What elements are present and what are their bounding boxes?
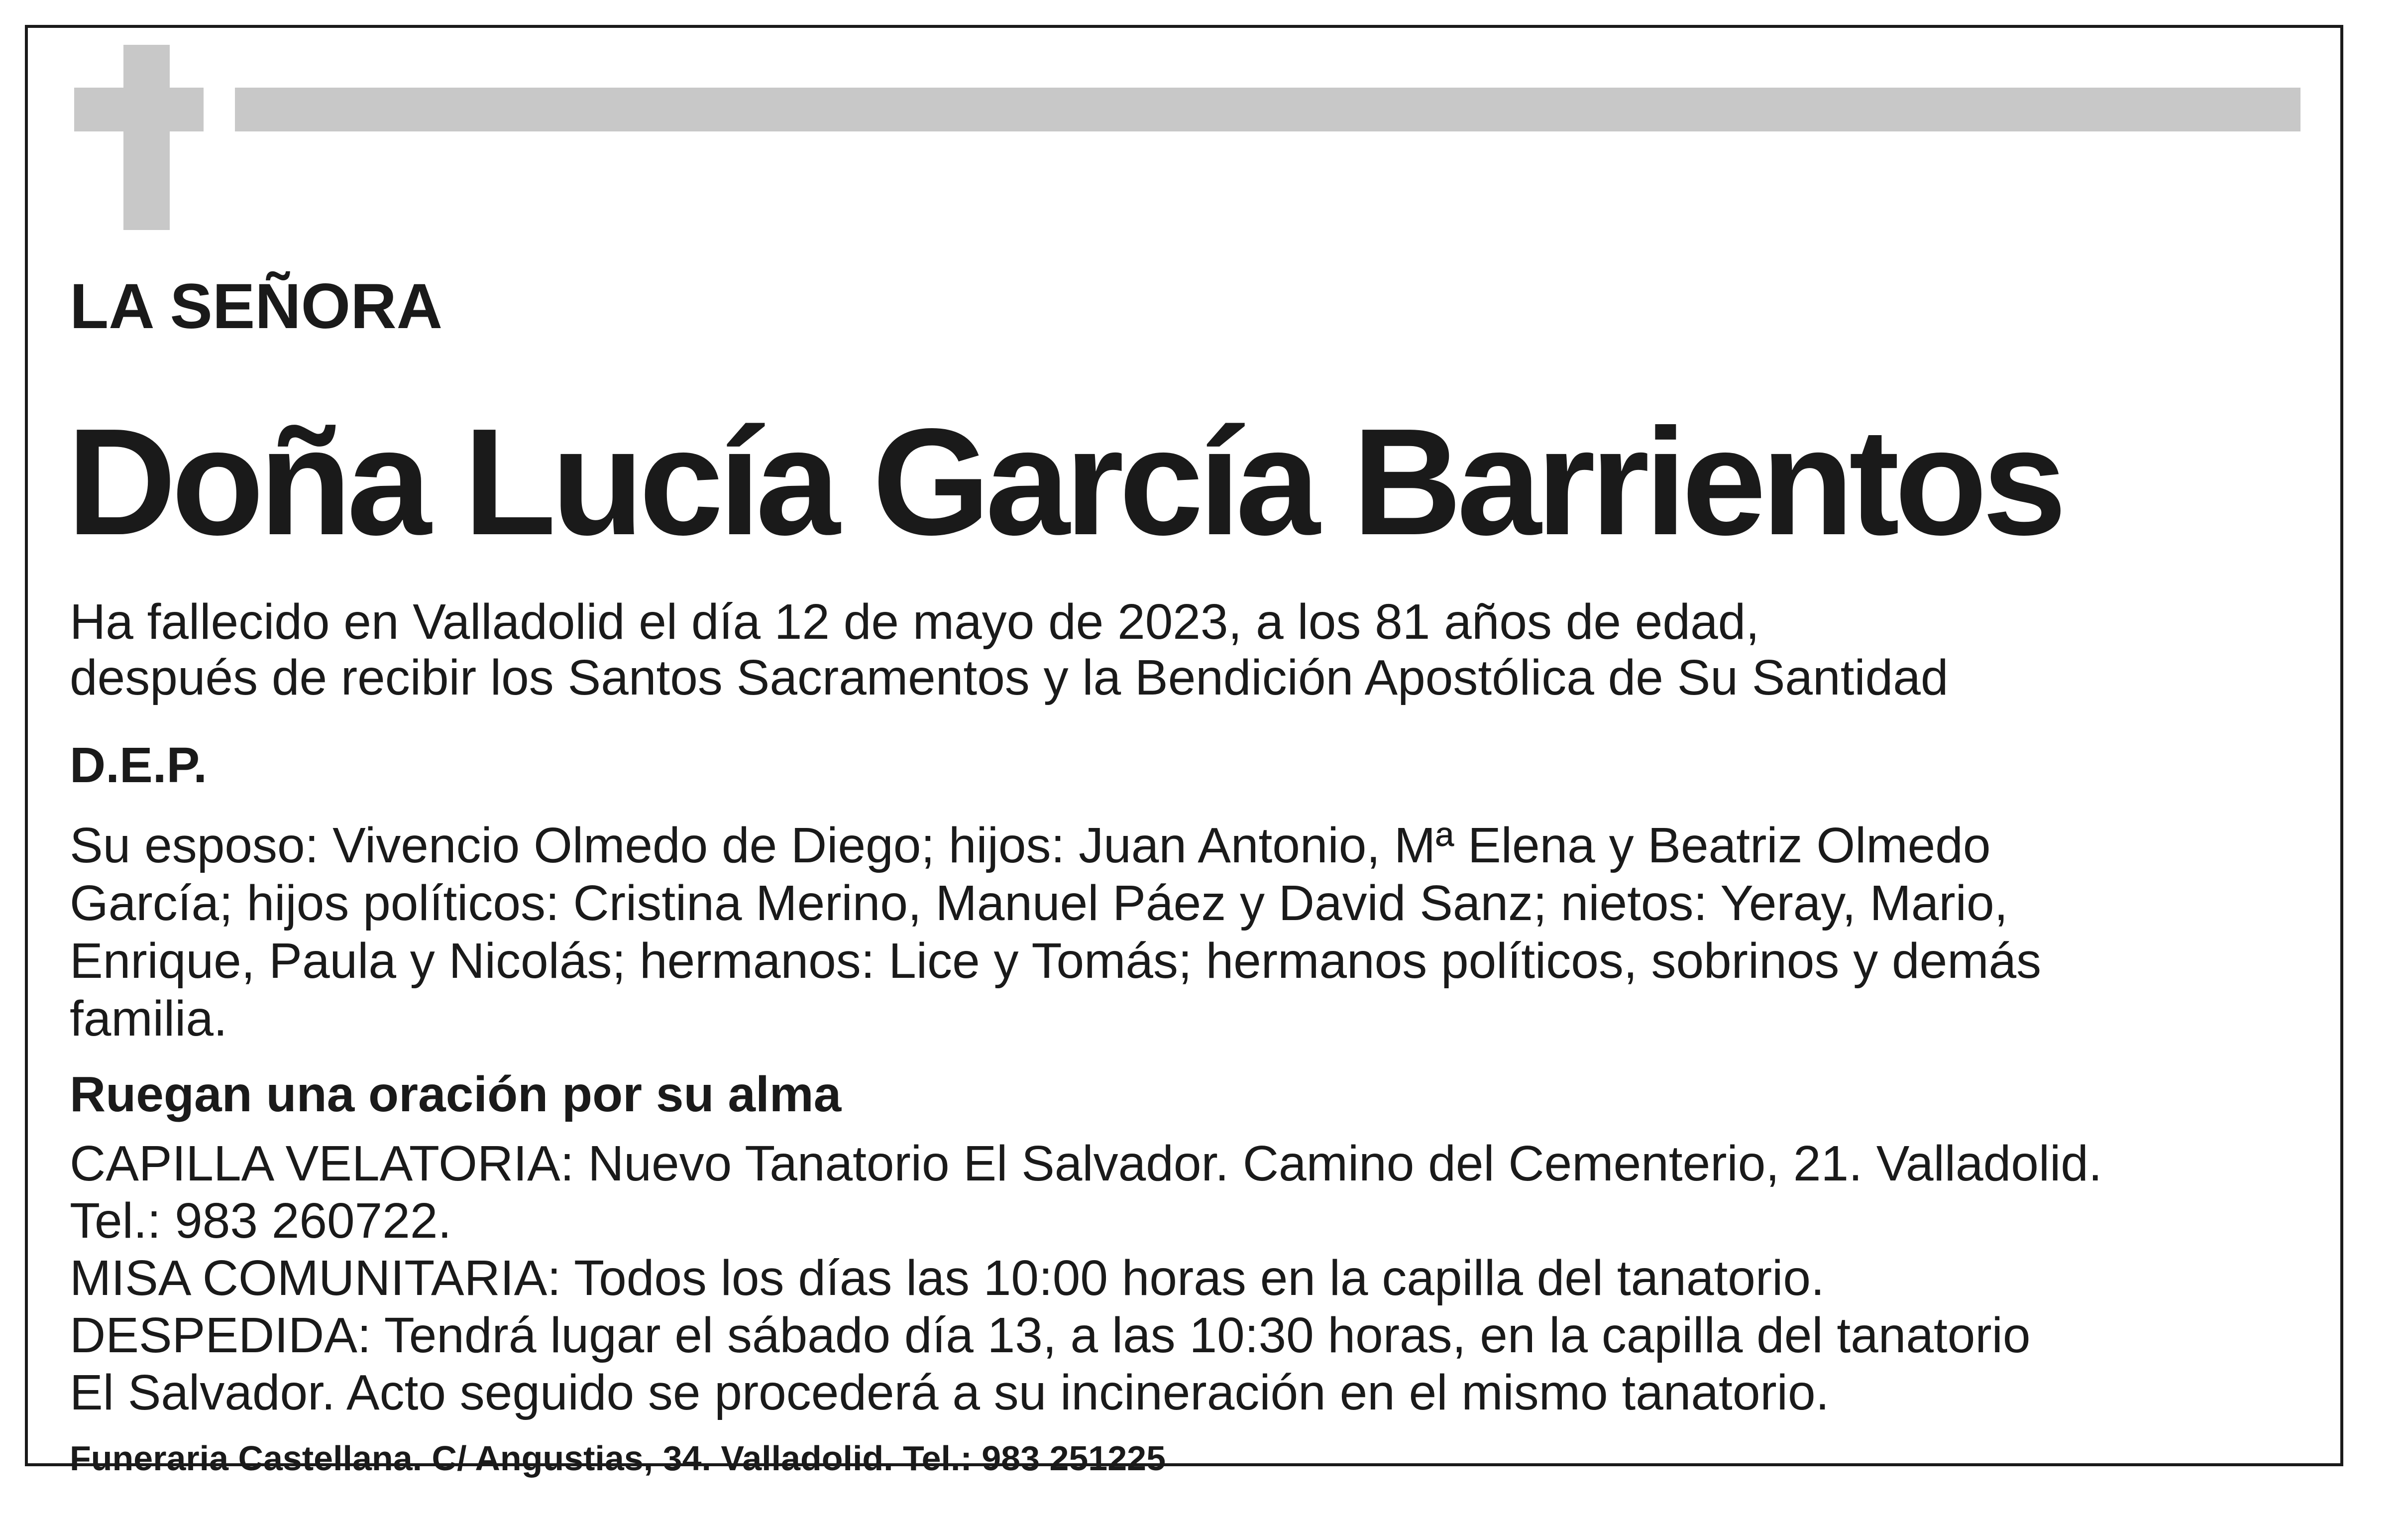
detail-line: CAPILLA VELATORIA: Nuevo Tanatorio El Salvador. Camino del Cementerio, 21. Valladolid. (70, 1136, 2102, 1191)
header-rule (235, 88, 2300, 131)
detail-line: MISA COMUNITARIA: Todos los días las 10:00 horas en la capilla del tanatorio. (70, 1250, 1825, 1306)
overline-title: LA SEÑORA (70, 271, 443, 342)
family-line: Su esposo: Vivencio Olmedo de Diego; hijos: Juan Antonio, Mª Elena y Beatriz Olmedo (70, 818, 1991, 873)
service-details (70, 1135, 2102, 1421)
family-line: familia. (70, 991, 227, 1047)
cross-icon-arm (74, 88, 204, 131)
intro-line: después de recibir los Santos Sacramentos y la Bendición Apostólica de Su Santidad (70, 650, 1949, 705)
family-line: Enrique, Paula y Nicolás; hermanos: Lice y Tomás; hermanos políticos, sobrinos y demás (70, 933, 2042, 989)
intro-line: Ha fallecido en Valladolid el día 12 de mayo de 2023, a los 81 años de edad, (70, 594, 1760, 650)
family-line: García; hijos políticos: Cristina Merino, Manuel Páez y David Sanz; nietos: Yeray, Mario, (70, 875, 2008, 931)
prayer-request: Ruegan una oración por su alma (70, 1066, 842, 1122)
deceased-name: Doña Lucía García Barrientos (67, 397, 2062, 567)
detail-line: Tel.: 983 260722. (70, 1193, 452, 1249)
detail-line: DESPEDIDA: Tendrá lugar el sábado día 13, a las 10:30 horas, en la capilla del tanatorio (70, 1307, 2031, 1363)
funeral-home-footer: Funeraria Castellana. C/ Angustias, 34. Valladolid. Tel.: 983 251225 (70, 1439, 1166, 1478)
intro-paragraph (70, 594, 1949, 705)
cross-icon (123, 45, 170, 230)
detail-line: El Salvador. Acto seguido se procederá a su incineración en el mismo tanatorio. (70, 1365, 1830, 1420)
dep-label: D.E.P. (70, 737, 208, 793)
family-paragraph (70, 817, 2230, 1048)
